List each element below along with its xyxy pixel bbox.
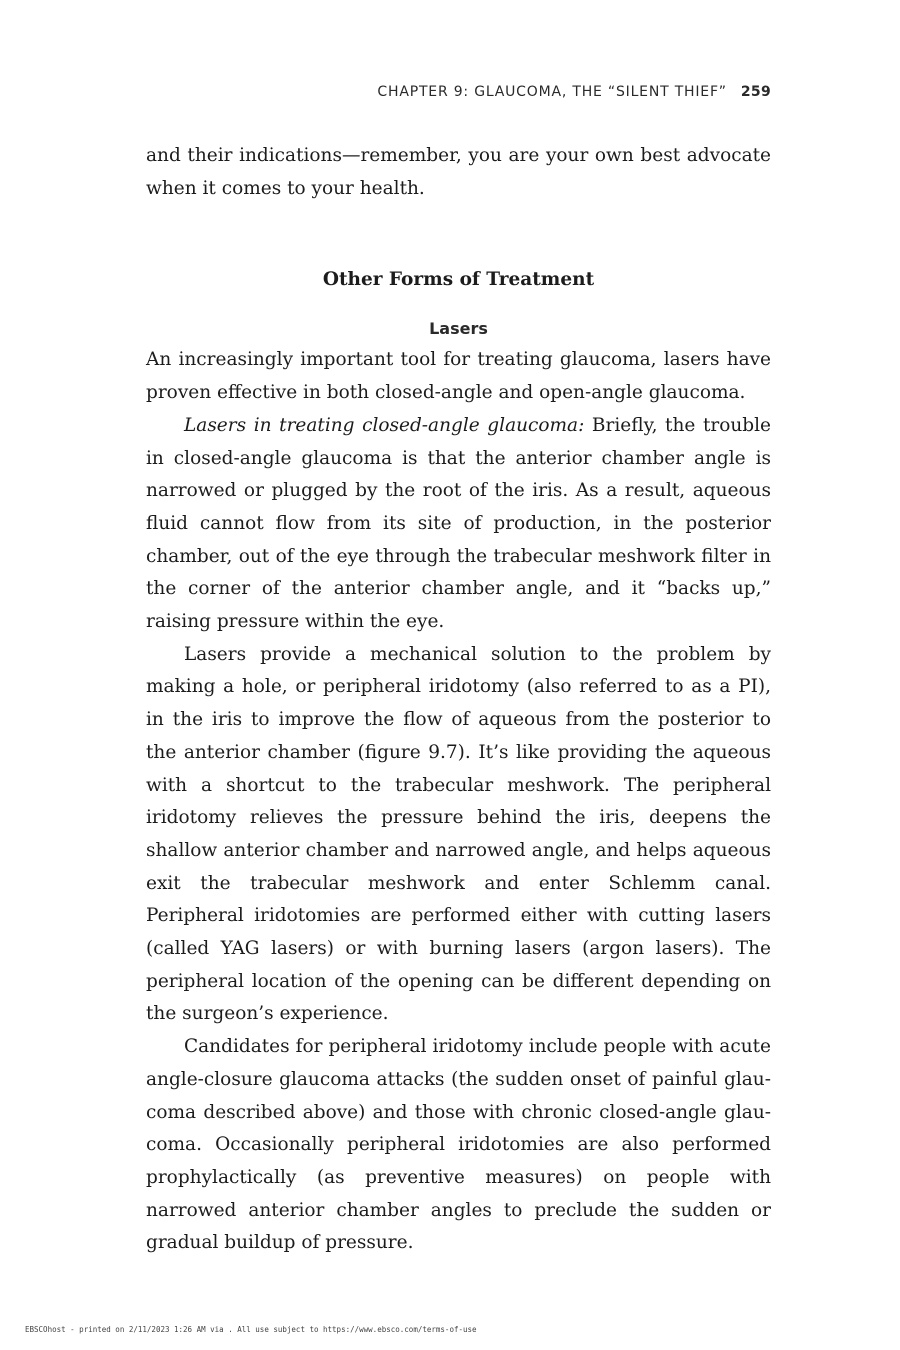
print-footer: EBSCOhost - printed on 2/11/2023 1:26 AM via . All use subject to https://www.ebsco.com/terms-of-use [25, 1325, 477, 1334]
paragraph-1: An increasingly important tool for treating glaucoma, lasers have proven effective in both closed-angle and open-angle glaucoma. [146, 349, 771, 404]
page-number: 259 [740, 84, 771, 100]
paragraph-4: Candidates for peripheral iridotomy include people with acute angle-closure glaucoma attacks (the sudden onset of painful glaucoma described above) and those with chronic closed-angle glaucoma. Occasionally peripheral iridotomies are also performed prophylactically (as preventive measures) on people with narrowed anterior chamber angles to preclude the sudden or gradual buildup of pressure. [146, 1036, 771, 1254]
intro-paragraph: and their indications—remember, you are your own best advocate when it comes to your health. [146, 145, 771, 199]
section-title: Other Forms of Treatment [322, 269, 595, 291]
subheading: Lasers [429, 319, 488, 339]
running-head [377, 84, 771, 100]
paragraph-2 [146, 410, 771, 639]
paragraph-2-text: Briefly, the trouble in closed-angle glaucoma is that the anterior chamber angle is narrowed or plugged by the root of the iris. As a result, aqueous fluid cannot flow from its site of production, in the posterior chamber, out of the eye through the trabecular meshwork filter in the corner of the anterior chamber angle, and it “backs up,” raising pressure within the eye. [146, 414, 771, 633]
paragraph-2-lead: Lasers in treating closed-angle glaucoma: [184, 414, 585, 436]
chapter-title: CHAPTER 9: GLAUCOMA, THE “SILENT THIEF” [377, 84, 727, 100]
page-body [146, 140, 771, 1260]
paragraph-3: Lasers provide a mechanical solution to the problem by making a hole, or peripheral iridotomy (also referred to as a PI), in the iris to improve the flow of aqueous from the posterior to the anterior chamber (figure 9.7). It’s like providing the aqueous with a shortcut to the trabecular meshwork. The peripheral iridotomy relieves the pressure behind the iris, deepens the shallow anterior chamber and narrowed angle, and helps aqueous exit the trabecular meshwork and enter Schlemm canal. Peripheral iridotomies are performed either with cutting lasers (called YAG lasers) or with burning lasers (argon lasers). The peripheral location of the opening can be different depending on the surgeon’s experience. [146, 643, 771, 1025]
